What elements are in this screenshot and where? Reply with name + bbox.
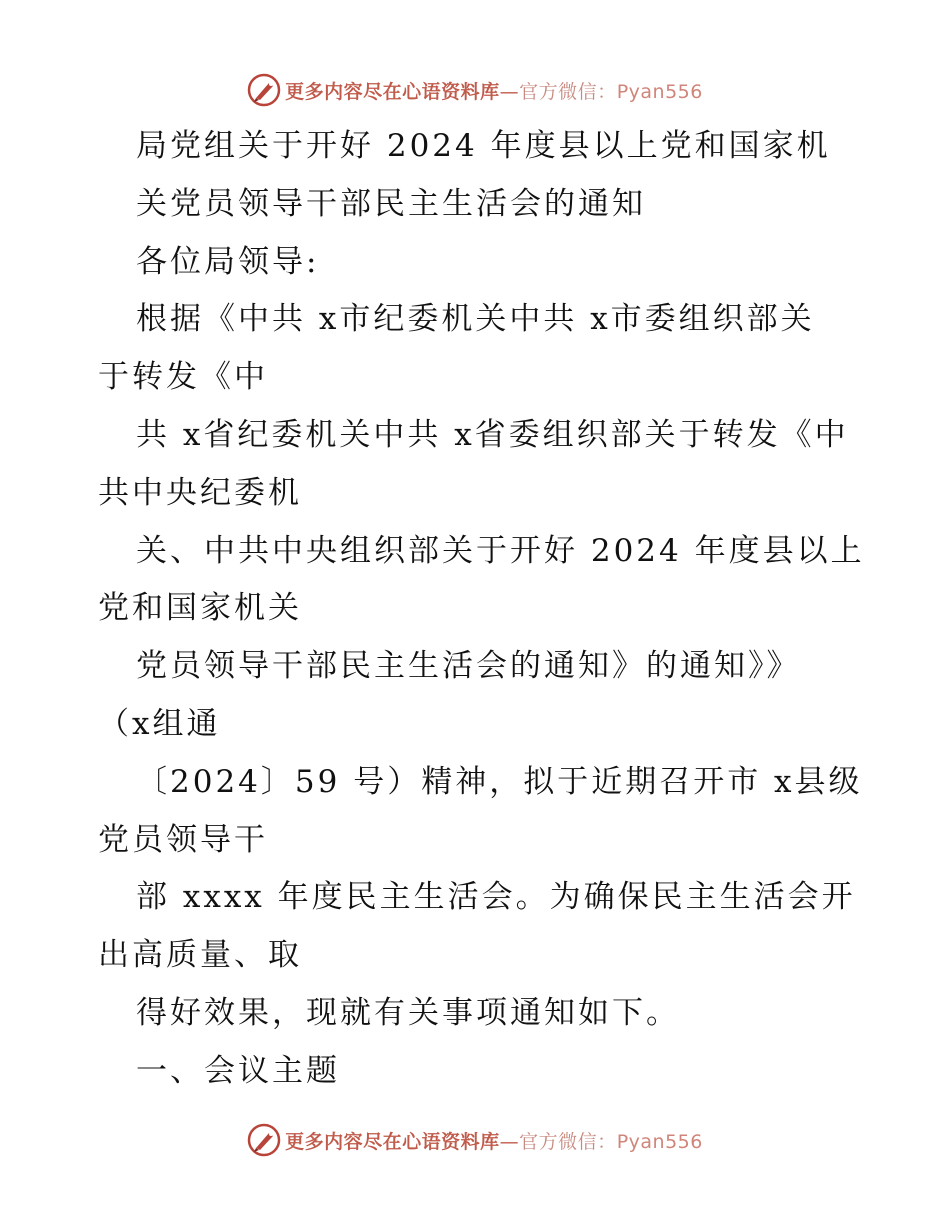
header-watermark bbox=[0, 70, 950, 110]
watermark-brand: 更多内容尽在心语资料库 bbox=[285, 80, 500, 103]
watermark-text bbox=[285, 1127, 703, 1154]
watermark-separator: — bbox=[499, 1130, 520, 1153]
body-line: 部 xxxx 年度民主生活会。为确保民主生活会开 bbox=[136, 879, 856, 916]
body-line: 关、中共中央组织部关于开好 2024 年度县以上 bbox=[136, 532, 865, 569]
watermark-brand: 更多内容尽在心语资料库 bbox=[285, 1130, 500, 1153]
pen-logo-icon bbox=[247, 1123, 281, 1157]
watermark-text bbox=[285, 77, 703, 104]
body-line: 共 x省纪委机关中共 x省委组织部关于转发《中 bbox=[136, 416, 849, 453]
body-line: 根据《中共 x市纪委机关中共 x市委组织部关 bbox=[136, 301, 815, 338]
footer-watermark bbox=[0, 1120, 950, 1160]
body-line: 党员领导干 bbox=[98, 821, 268, 858]
document-title-line-1: 局党组关于开好 2024 年度县以上党和国家机 bbox=[136, 128, 831, 164]
watermark-separator: — bbox=[499, 80, 520, 103]
body-line: 共中央纪委机 bbox=[98, 474, 302, 511]
body-line: 〔2024〕59 号）精神，拟于近期召开市 x县级 bbox=[136, 763, 863, 800]
pen-logo-icon bbox=[247, 73, 281, 107]
section-heading: 一、会议主题 bbox=[136, 1052, 340, 1089]
body-line: 出高质量、取 bbox=[98, 937, 302, 974]
body-line: 得好效果，现就有关事项通知如下。 bbox=[136, 994, 680, 1031]
watermark-wechat-id: Pyan556 bbox=[616, 80, 703, 103]
body-line: 党员领导干部民主生活会的通知》的通知》》 bbox=[136, 648, 801, 685]
document-title-line-2: 关党员领导干部民主生活会的通知 bbox=[136, 185, 646, 222]
salutation: 各位局领导: bbox=[136, 243, 320, 280]
watermark-wechat-id: Pyan556 bbox=[616, 1130, 703, 1153]
body-line: 党和国家机关 bbox=[98, 590, 302, 627]
body-line: 于转发《中 bbox=[98, 359, 268, 396]
body-line: （x组通 bbox=[98, 705, 221, 742]
watermark-wechat-label: 官方微信： bbox=[519, 80, 617, 103]
document-body bbox=[0, 118, 950, 1101]
watermark-wechat-label: 官方微信： bbox=[519, 1130, 617, 1153]
